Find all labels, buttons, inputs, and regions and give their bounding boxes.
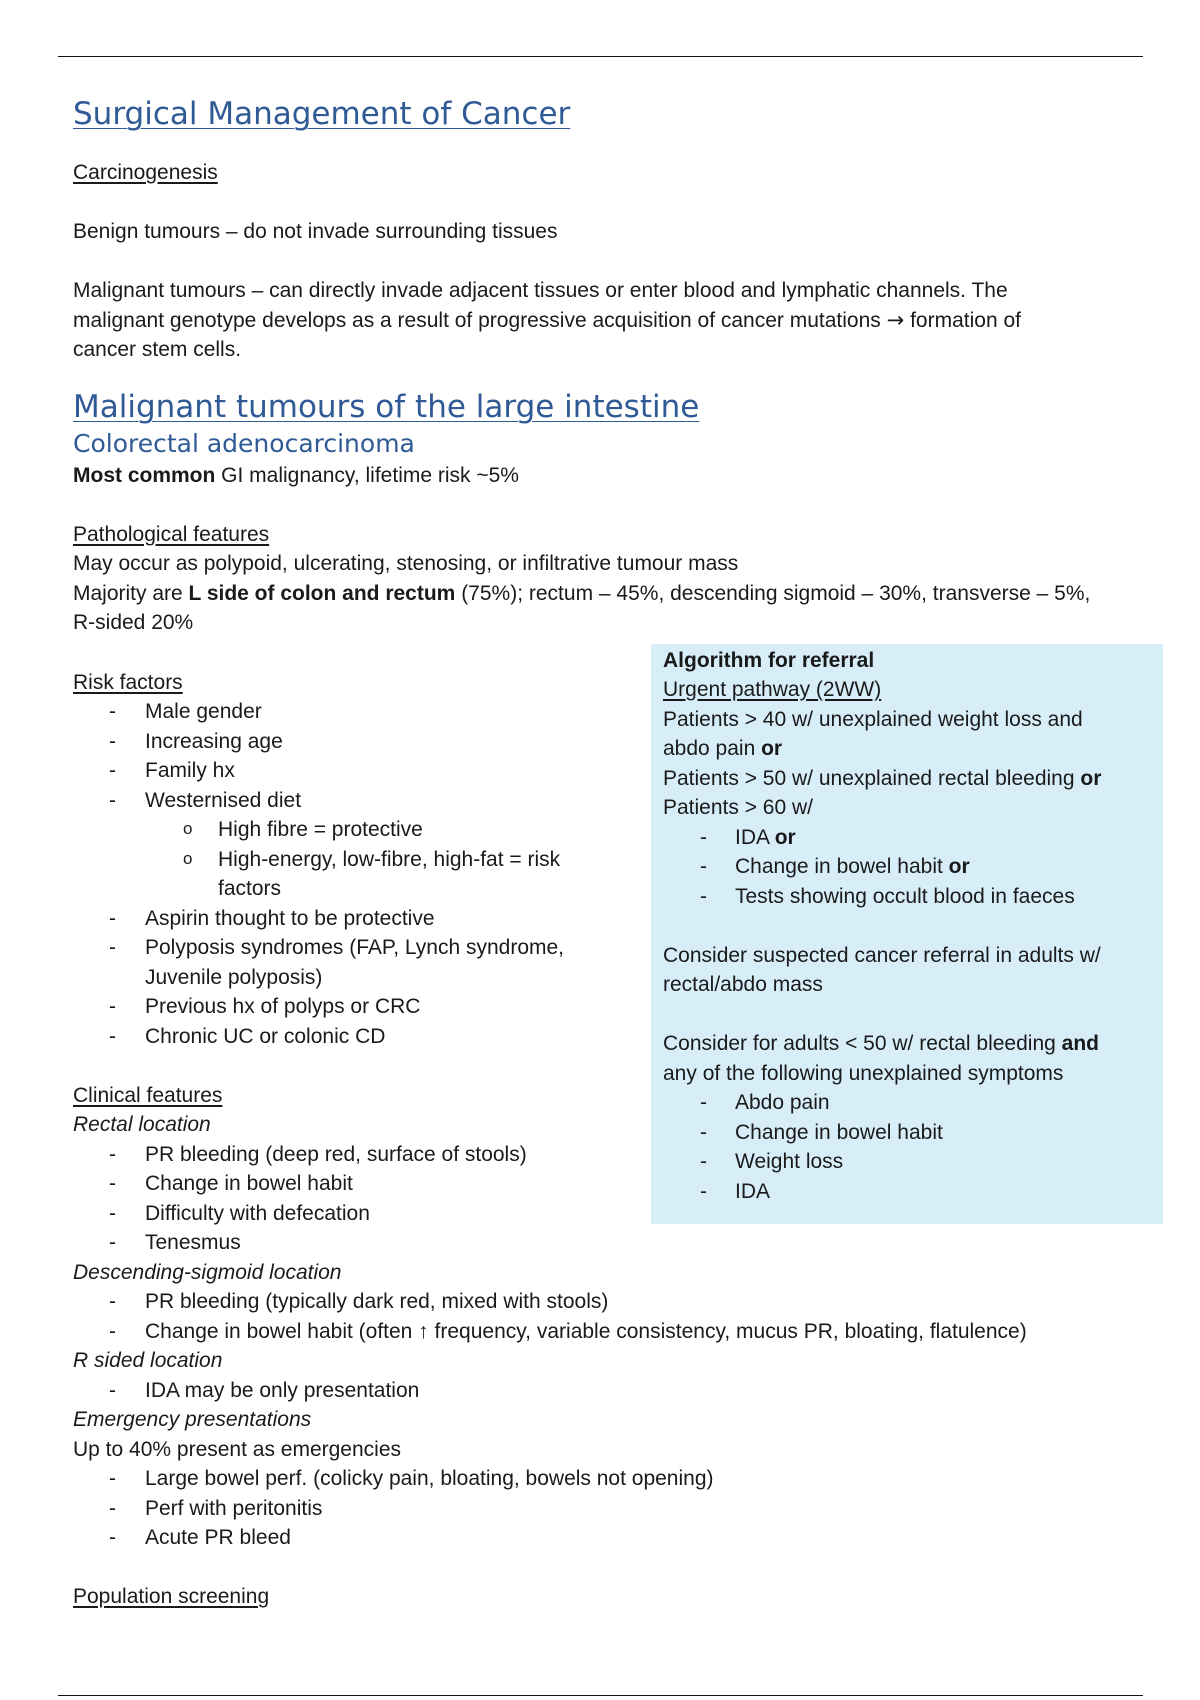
referral-p1b: [663, 734, 1151, 764]
risk-item: - Polyposis syndromes (FAP, Lynch syndrome,: [73, 933, 593, 963]
clinical-item: - PR bleeding (deep red, surface of stools): [73, 1140, 1153, 1170]
referral-d2: any of the following unexplained symptoms: [663, 1061, 1064, 1085]
clinical-item: - PR bleeding (typically dark red, mixed with stools): [73, 1287, 1153, 1317]
section-intro: [73, 461, 1153, 491]
urgent-pathway: Urgent pathway (2WW): [663, 678, 882, 701]
risk-column: [73, 644, 593, 1052]
pathology-line-2-bold: L side of colon and rectum: [188, 581, 456, 605]
carcinogenesis-heading: Carcinogenesis: [73, 161, 218, 184]
pathology-line-2-post: (75%); rectum – 45%, descending sigmoid – 30%, transverse – 5%,: [455, 581, 1091, 605]
malignant-line-2b: formation of: [904, 308, 1021, 332]
screening-heading: Population screening: [73, 1585, 270, 1608]
section-subheading: Colorectal adenocarcinoma: [73, 428, 415, 458]
risk-item: - Male gender: [73, 697, 593, 727]
referral-p2: [663, 764, 1151, 794]
referral-bullet: [663, 852, 1151, 882]
malignant-line-1: Malignant tumours – can directly invade adjacent tissues or enter blood and lymphatic channels. The: [73, 279, 1008, 302]
risk-item: - Chronic UC or colonic CD: [73, 1022, 593, 1052]
risk-item: - Previous hx of polyps or CRC: [73, 992, 593, 1022]
referral-p3: Patients > 60 w/: [663, 796, 814, 819]
pathology-line-1: May occur as polypoid, ulcerating, stenosing, or infiltrative tumour mass: [73, 552, 739, 575]
risk-heading: Risk factors: [73, 670, 183, 694]
referral-d1: [663, 1029, 1151, 1059]
risk-subitem: o High fibre = protective: [73, 815, 593, 845]
clinical-item: - Change in bowel habit (often ↑ frequency, variable consistency, mucus PR, bloating, flatulence): [73, 1317, 1153, 1347]
referral-c2: rectal/abdo mass: [663, 973, 823, 996]
emergency-item: - Acute PR bleed: [73, 1523, 1153, 1553]
intro-bold: Most common: [73, 463, 216, 487]
clinical-item: - Change in bowel habit: [73, 1169, 1153, 1199]
risk-item: - Increasing age: [73, 727, 593, 757]
referral-symptom: - Abdo pain: [663, 1088, 1151, 1118]
or-bold: or: [948, 855, 970, 878]
risk-item-cont: Juvenile polyposis): [145, 965, 323, 989]
clinical-item: - Difficulty with defecation: [73, 1199, 1153, 1229]
or-bold: or: [761, 737, 783, 760]
intro-rest: GI malignancy, lifetime risk ~5%: [215, 463, 519, 487]
document-title: Surgical Management of Cancer: [73, 96, 571, 132]
pathology-line-3: R-sided 20%: [73, 611, 194, 634]
rsided-location: R sided location: [73, 1349, 223, 1372]
referral-d1-pre: Consider for adults < 50 w/ rectal bleeding: [663, 1032, 1062, 1055]
clinical-heading: Clinical features: [73, 1083, 223, 1107]
descending-location: Descending-sigmoid location: [73, 1260, 342, 1284]
pathology-line-2: [73, 579, 1153, 609]
or-bold: or: [774, 825, 796, 849]
emergency-item: - Large bowel perf. (colicky pain, bloating, bowels not opening): [73, 1464, 1153, 1494]
arrow-right-icon: →: [886, 307, 905, 332]
malignant-line-2a: malignant genotype develops as a result of progressive acquisition of cancer mutations: [73, 308, 887, 332]
referral-p2-pre: Patients > 50 w/ unexplained rectal bleeding: [663, 766, 1081, 790]
referral-c1: Consider suspected cancer referral in adults w/: [663, 943, 1101, 967]
referral-b2: Change in bowel habit: [735, 855, 949, 878]
malignant-line-3: cancer stem cells.: [73, 338, 242, 361]
referral-symptom: - Change in bowel habit: [663, 1118, 1151, 1148]
emergency-heading: Emergency presentations: [73, 1408, 312, 1431]
referral-b1: IDA: [735, 825, 775, 849]
section-heading: Malignant tumours of the large intestine: [73, 388, 700, 425]
referral-bullet: - Tests showing occult blood in faeces: [663, 882, 1151, 912]
footer-rule: [58, 1695, 1143, 1696]
risk-item: - Aspirin thought to be protective: [73, 904, 593, 934]
referral-p1a: Patients > 40 w/ unexplained weight loss and: [663, 707, 1083, 731]
referral-bullet: [663, 823, 1151, 853]
benign-text: Benign tumours – do not invade surrounding tissues: [73, 220, 558, 243]
referral-heading: Algorithm for referral: [663, 648, 875, 672]
pathology-line-2-pre: Majority are: [73, 581, 189, 605]
document-page: [73, 90, 1153, 1612]
malignant-line-2: [73, 306, 1153, 336]
clinical-item: - Tenesmus: [73, 1228, 1153, 1258]
emergency-intro: Up to 40% present as emergencies: [73, 1437, 402, 1461]
risk-item: - Family hx: [73, 756, 593, 786]
and-bold: and: [1061, 1032, 1099, 1055]
clinical-item: - IDA may be only presentation: [73, 1376, 1153, 1406]
risk-subitem-cont: factors: [218, 877, 282, 900]
referral-box: [651, 644, 1163, 1224]
risk-subitem: o High-energy, low-fibre, high-fat = risk: [73, 845, 593, 875]
referral-symptom: - Weight loss: [663, 1147, 1151, 1177]
rectal-location: Rectal location: [73, 1113, 211, 1136]
emergency-item: - Perf with peritonitis: [73, 1494, 1153, 1524]
risk-item: - Westernised diet: [73, 786, 593, 816]
or-bold: or: [1080, 766, 1102, 790]
referral-symptom: - IDA: [663, 1177, 1151, 1207]
pathology-heading: Pathological features: [73, 522, 270, 546]
referral-p1b-pre: abdo pain: [663, 737, 762, 760]
header-rule: [58, 56, 1143, 57]
